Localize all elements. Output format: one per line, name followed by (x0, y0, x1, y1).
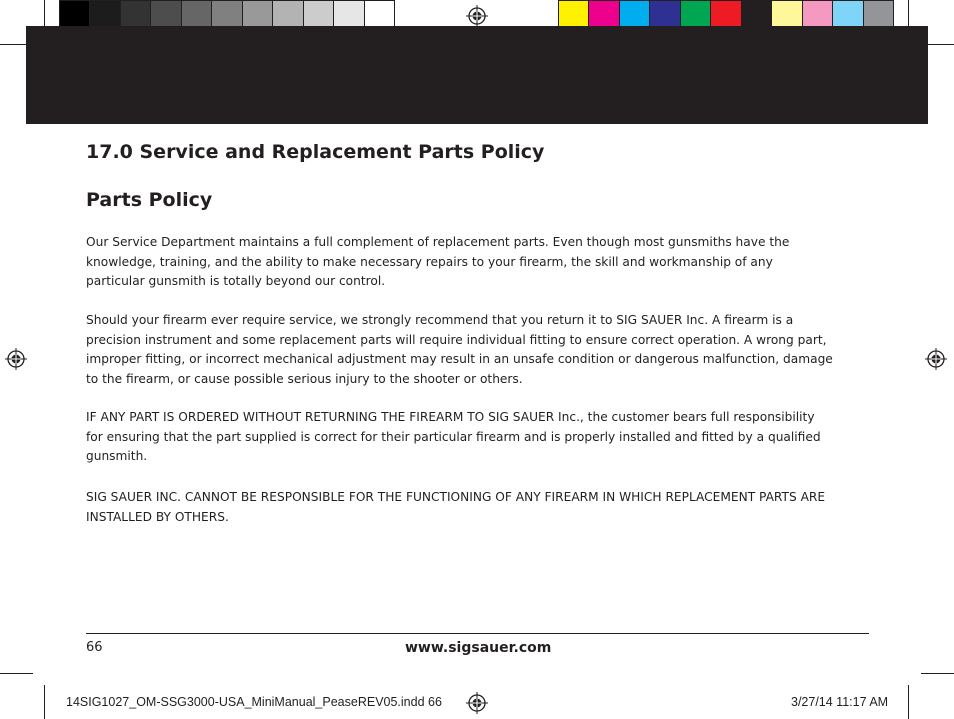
footer-website-link[interactable]: www.sigsauer.com (405, 640, 552, 656)
paragraph-service-recommendation (86, 311, 876, 389)
paragraph-disclaimer (86, 488, 876, 527)
registration-target-icon (925, 348, 947, 370)
slug-date-time: 3/27/14 11:17 AM (791, 695, 889, 709)
registration-target-icon (5, 348, 27, 370)
paragraph-line: to the firearm, or cause possible serious injury to the shooter or others. (86, 371, 523, 386)
paragraph-line: improper fitting, or incorrect mechanical adjustment may result in an unsafe condition or dangerous malfunction, damage (86, 352, 833, 366)
paragraph-line: Our Service Department maintains a full complement of replacement parts. Even though most gunsmiths have the (86, 235, 790, 249)
registration-target-icon (466, 692, 488, 714)
paragraph-line: SIG SAUER INC. CANNOT BE RESPONSIBLE FOR THE FUNCTIONING OF ANY FIREARM IN WHICH REPLACEMENT PARTS ARE (86, 490, 826, 504)
slug-filename: 14SIG1027_OM-SSG3000-USA_MiniManual_PeaseREV05.indd 66 (66, 695, 442, 709)
paragraph-line: precision instrument and some replacement parts will require individual fitting to ensure correct operation. A wrong part, (86, 332, 827, 347)
paragraph-line: gunsmith. (86, 449, 148, 463)
paragraph-line: Should your firearm ever require service, we strongly recommend that you return it to SIG SAUER Inc. A firearm is a (86, 313, 794, 327)
crop-mark (0, 673, 33, 674)
paragraph-service-department (86, 233, 876, 292)
paragraph-line: knowledge, training, and the ability to make necessary repairs to your firearm, the skill and workmanship of any (86, 254, 773, 269)
paragraph-line: particular gunsmith is totally beyond our control. (86, 274, 386, 288)
footer-rule (86, 633, 869, 634)
crop-mark (908, 685, 909, 719)
registration-target-icon (466, 5, 488, 27)
paragraph-line: for ensuring that the part supplied is correct for their particular firearm and is properly installed and fitted by a qualified (86, 429, 821, 444)
paragraph-line: IF ANY PART IS ORDERED WITHOUT RETURNING THE FIREARM TO SIG SAUER Inc., the customer bears full responsibility (86, 410, 815, 424)
subsection-title: Parts Policy (86, 189, 213, 211)
crop-mark (921, 673, 954, 674)
header-bar (26, 26, 928, 124)
crop-mark (44, 685, 45, 719)
paragraph-line: INSTALLED BY OTHERS. (86, 509, 229, 524)
section-title: 17.0 Service and Replacement Parts Policy (86, 141, 545, 163)
page-number: 66 (86, 640, 103, 655)
paragraph-customer-responsibility (86, 408, 876, 467)
